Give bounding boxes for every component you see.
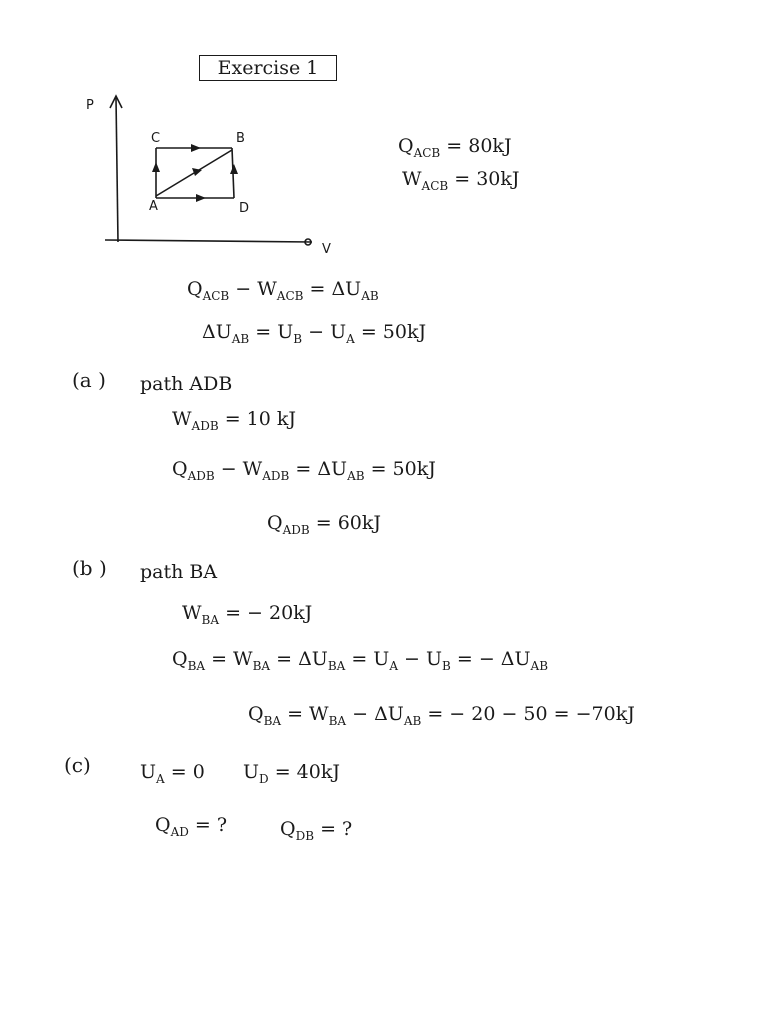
w-ba: $W_{BA}$ = − 20kJ xyxy=(182,602,313,627)
u-d: $U_D = 40kJ$ xyxy=(243,761,340,786)
arrow-ad xyxy=(196,194,206,202)
part-a-equation: $Q_{ADB} - W_{ADB} = \Delta U_{AB} = 50kJ$ xyxy=(172,458,436,483)
arrow-cb xyxy=(191,144,201,152)
p-axis xyxy=(116,98,118,242)
arrow-ac xyxy=(152,162,160,172)
point-d-label: D xyxy=(239,201,250,216)
arrow-db xyxy=(230,164,238,174)
q-adb: $Q_{ADB} = 60kJ$ xyxy=(267,512,382,537)
point-c-label: C xyxy=(151,131,161,146)
exercise-title: Exercise 1 xyxy=(199,55,337,81)
w-adb: $W_{ADB} = 10$ kJ xyxy=(172,408,296,433)
part-c-label: (c) xyxy=(64,753,91,777)
point-b-label: B xyxy=(236,131,245,146)
part-b-equation: $Q_{BA} = W_{BA} = \Delta U_{BA} = U_A - U_B$ = − $\Delta U_{AB}$ xyxy=(172,648,549,673)
axis-v-label: V xyxy=(322,242,331,257)
given-w-acb: $W_{ACB} = 30kJ$ xyxy=(402,168,520,193)
pv-diagram xyxy=(80,90,350,265)
first-law-equation: $Q_{ACB} - W_{ACB} = \Delta U_{AB}$ xyxy=(187,278,379,303)
part-b-label: (b ) xyxy=(72,556,107,580)
given-q-acb: $Q_{ACB} = 80kJ$ xyxy=(398,135,512,160)
q-ba-result: $Q_{BA} = W_{BA} - \Delta U_{AB}$ = − 20 − 50 = −70kJ xyxy=(248,703,635,728)
q-db: $Q_{DB}$ = ? xyxy=(280,818,353,843)
point-a-label: A xyxy=(149,199,158,214)
delta-u-ab: $\Delta U_{AB} = U_B - U_A = 50kJ$ xyxy=(202,321,427,346)
u-a: $U_A = 0$ xyxy=(140,761,205,786)
q-ad: $Q_{AD}$ = ? xyxy=(155,814,228,839)
part-a-label: (a ) xyxy=(72,368,106,392)
part-b-path: path BA xyxy=(140,561,218,583)
v-axis xyxy=(105,240,312,242)
axis-p-label: P xyxy=(86,98,94,113)
part-a-path: path ADB xyxy=(140,373,233,395)
